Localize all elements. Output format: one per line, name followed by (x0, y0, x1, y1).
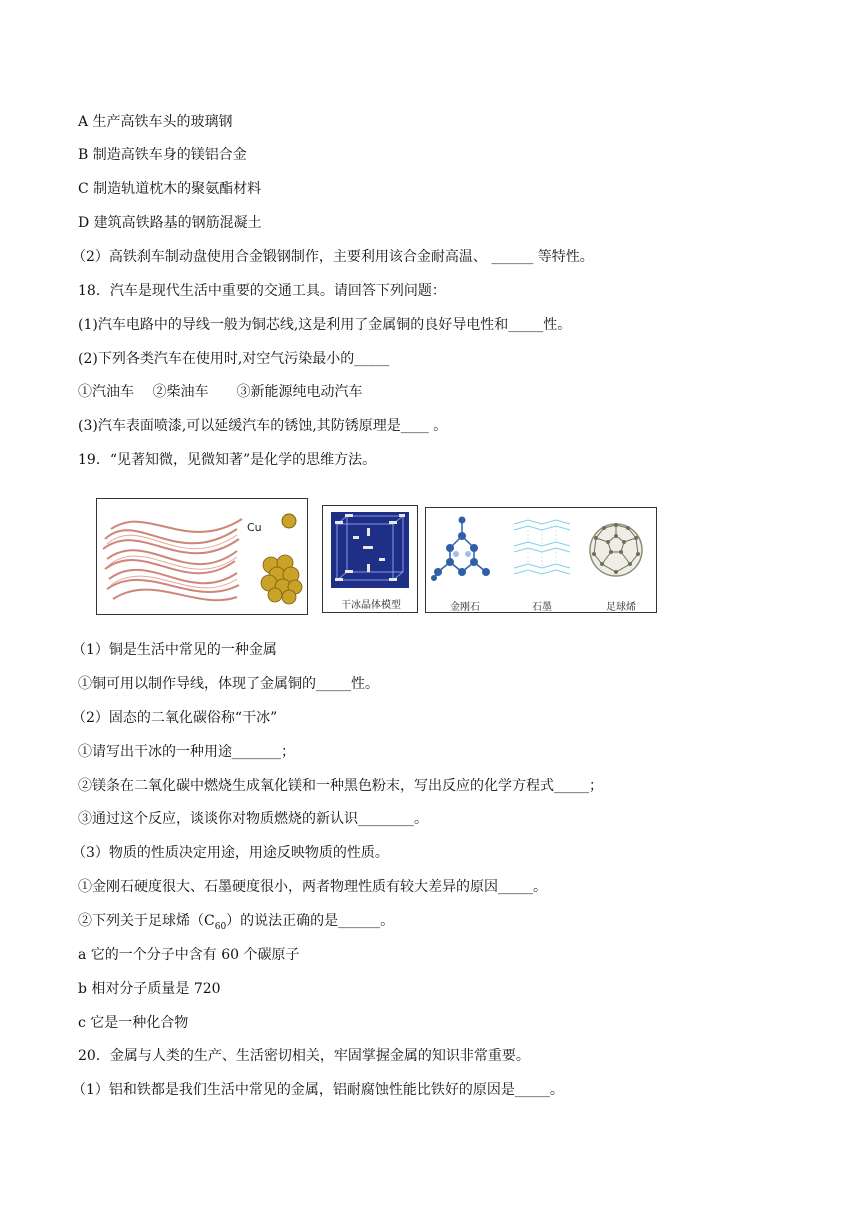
dry-ice-crystal-image (323, 506, 417, 592)
diamond-caption: 金刚石 (450, 602, 480, 613)
q19-part1-item1: ①铜可用以制作导线，体现了金属铜的_____性。 (78, 676, 379, 692)
fullerene-image (586, 514, 646, 584)
dry-ice-caption: 干冰晶体模型 (341, 600, 401, 611)
option-a-c60: a 它的一个分子中含有 60 个碳原子 (78, 947, 300, 963)
graphite-caption: 石墨 (532, 602, 552, 613)
q19-part3-item1: ①金刚石硬度很大、石墨硬度很小，两者物理性质有较大差异的原因_____。 (78, 879, 547, 895)
q18-stem: 18．汽车是现代生活中重要的交通工具。请回答下列问题： (78, 283, 446, 299)
graphite-image (508, 514, 578, 586)
option-c-c60: c 它是一种化合物 (78, 1015, 189, 1031)
q17-part2: （2）高铁刹车制动盘使用合金锻钢制作，主要利用该合金耐高温、 ______ 等特性。 (72, 249, 594, 265)
copper-figure (96, 498, 308, 615)
option-c: C 制造轨道枕木的聚氨酯材料 (78, 181, 262, 197)
q18-part2: (2)下列各类汽车在使用时,对空气污染最小的_____ (78, 351, 390, 367)
fullerene-caption: 足球烯 (606, 602, 636, 613)
q19-item2-text-b: ）的说法正确的是______。 (226, 913, 395, 929)
q19-part2: （2）固态的二氧化碳俗称“干冰” (72, 710, 278, 726)
option-b-c60: b 相对分子质量是 720 (78, 981, 221, 997)
q19-item2-text-a: ②下列关于足球烯（C (78, 913, 215, 929)
q20-stem: 20．金属与人类的生产、生活密切相关，牢固掌握金属的知识非常重要。 (78, 1048, 530, 1064)
carbon-allotropes-figure (425, 507, 657, 613)
q19-part2-item2: ②镁条在二氧化碳中燃烧生成氧化镁和一种黑色粉末，写出反应的化学方程式_____； (78, 778, 603, 794)
option-b: B 制造高铁车身的镁铝合金 (78, 147, 247, 163)
q19-part3: （3）物质的性质决定用途，用途反映物质的性质。 (72, 845, 389, 861)
c60-subscript: 60 (214, 921, 227, 932)
option-d: D 建筑高铁路基的钢筋混凝土 (78, 215, 262, 231)
dry-ice-figure (322, 505, 418, 613)
q18-part1: (1)汽车电路中的导线一般为铜芯线,这是利用了金属铜的良好导电性和_____性。 (78, 317, 572, 333)
copper-atom-model (257, 509, 307, 609)
q19-part2-item3: ③通过这个反应，谈谈你对物质燃烧的新认识________。 (78, 811, 428, 827)
q19-part2-item1: ①请写出干冰的一种用途_______； (78, 744, 295, 760)
cu-label: Cu (247, 521, 262, 534)
q20-part1: （1）铝和铁都是我们生活中常见的金属，铝耐腐蚀性能比铁好的原因是_____。 (72, 1082, 564, 1098)
q18-part3: (3)汽车表面喷漆,可以延缓汽车的锈蚀,其防锈原理是____ 。 (78, 418, 448, 434)
q19-part1: （1）铜是生活中常见的一种金属 (72, 642, 277, 658)
q19-stem: 19．“见著知微，见微知著”是化学的思维方法。 (78, 452, 377, 468)
option-a: A 生产高铁车头的玻璃钢 (78, 114, 233, 130)
q19-part3-item2 (78, 912, 394, 936)
q18-choices: ①汽油车 ②柴油车 ③新能源纯电动汽车 (78, 384, 363, 400)
